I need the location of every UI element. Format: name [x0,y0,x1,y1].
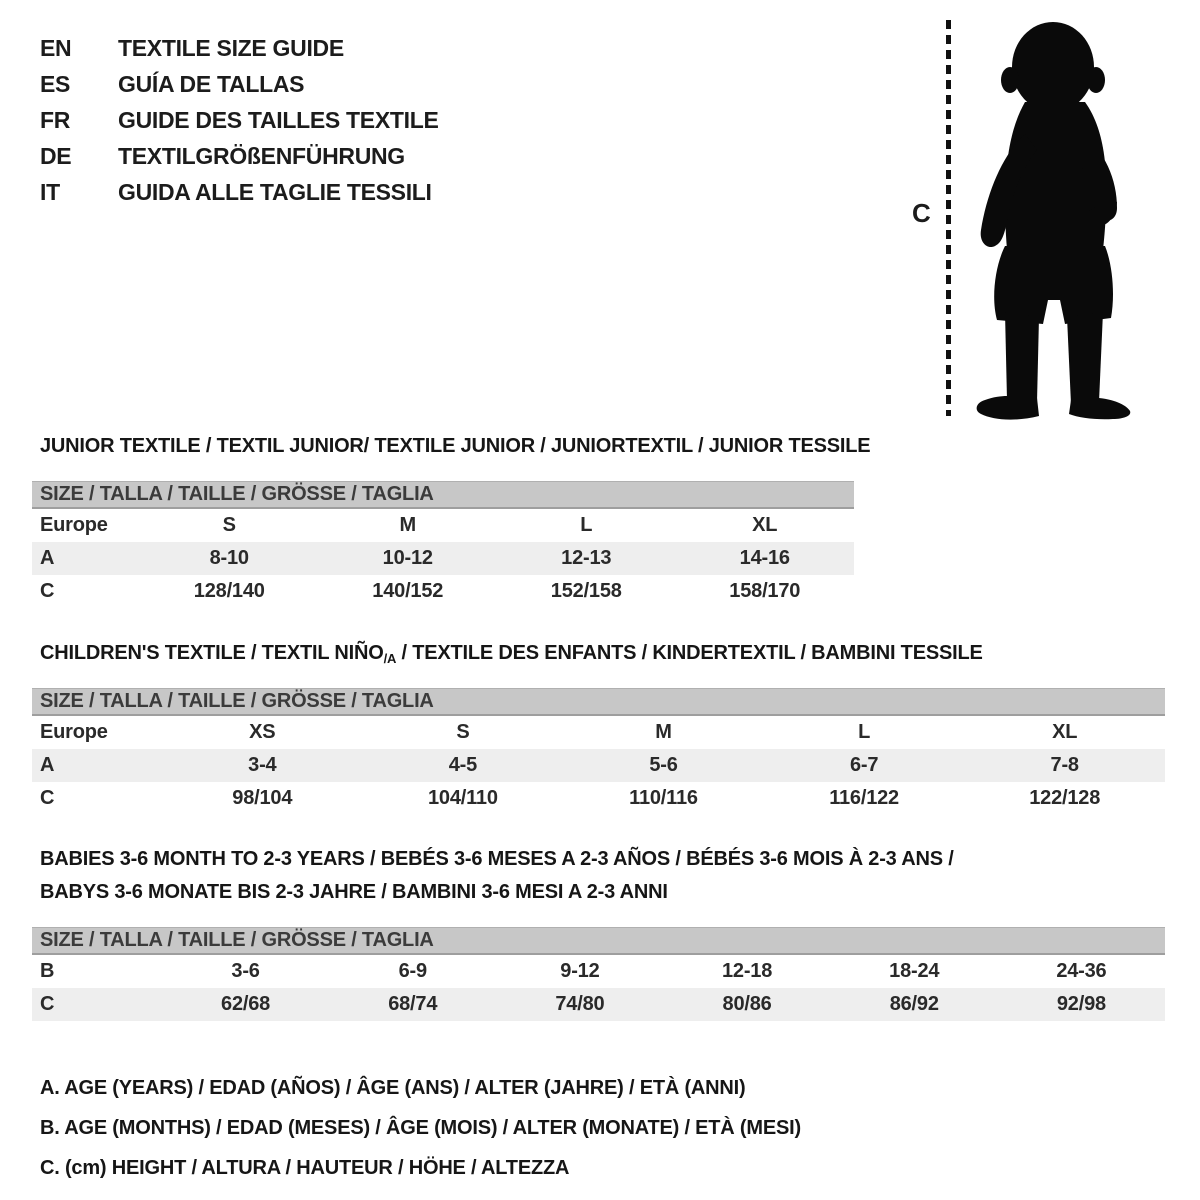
children-size-header-bar: SIZE / TALLA / TAILLE / GRÖSSE / TAGLIA [32,688,1165,716]
junior-size-header-bar: SIZE / TALLA / TAILLE / GRÖSSE / TAGLIA [32,481,854,509]
lang-code: IT [40,178,60,205]
lang-code: DE [40,142,72,169]
size-cell: S [456,721,470,743]
lang-title: GUIDA ALLE TAGLIE TESSILI [118,178,432,205]
row-label: A [40,754,55,776]
babies-section-title-line1: BABIES 3-6 MONTH TO 2-3 YEARS / BEBÉS 3-6 MESES A 2-3 AÑOS / BÉBÉS 3-6 MOIS À 2-3 ANS / [40,848,954,870]
children-title-post: / TEXTILE DES ENFANTS / KINDERTEXTIL / BAMBINI TESSILE [396,642,983,664]
size-cell: XS [249,721,276,743]
lang-title: GUÍA DE TALLAS [118,70,305,97]
babies-section-title-line2: BABYS 3-6 MONATE BIS 2-3 JAHRE / BAMBINI 3-6 MESI A 2-3 ANNI [40,881,668,903]
age-cell: 6-9 [398,960,427,982]
lang-title: TEXTILGRÖßENFÜHRUNG [118,142,405,169]
lang-row-es [40,66,439,102]
language-heading-block [40,30,439,210]
age-cell: 5-6 [649,754,678,776]
height-cell: 140/152 [372,580,444,602]
height-cell: 86/92 [889,993,939,1015]
height-cell: 98/104 [232,787,293,809]
footnote-c: C. (cm) HEIGHT / ALTURA / HAUTEUR / HÖHE / ALTEZZA [40,1156,570,1179]
age-cell: 14-16 [739,547,790,569]
babies-size-table [32,927,1165,1021]
height-cell: 152/158 [550,580,622,602]
lang-title: GUIDE DES TAILLES TEXTILE [118,106,439,133]
measure-c-label: C [912,198,931,228]
height-cell: 80/86 [722,993,772,1015]
age-cell: 18-24 [889,960,940,982]
height-cell: 116/122 [829,787,899,809]
lang-code: ES [40,70,71,97]
height-cell: 68/74 [388,993,438,1015]
height-cell: 104/110 [427,787,498,809]
row-label: B [40,960,55,982]
children-title-pre: CHILDREN'S TEXTILE / TEXTIL NIÑO [40,642,384,664]
age-cell: 9-12 [560,960,600,982]
lang-code: FR [40,106,71,133]
age-cell: 3-6 [231,960,260,982]
size-cell: M [399,514,416,536]
size-cell: L [858,721,871,743]
height-cell: 92/98 [1056,993,1106,1015]
table-row-age-years [32,542,854,575]
age-cell: 24-36 [1056,960,1107,982]
table-row-europe [32,509,854,542]
lang-row-fr [40,102,439,138]
toddler-silhouette-icon [962,12,1144,424]
row-label: Europe [40,721,108,743]
age-cell: 8-10 [209,547,249,569]
children-section-title [40,642,983,666]
age-cell: 7-8 [1050,754,1079,776]
row-label: C [40,580,55,602]
legend-footnotes [40,1068,801,1188]
children-title-sub: /A [383,651,397,666]
table-row-europe [32,716,1165,749]
row-label: C [40,993,55,1015]
height-cell: 110/116 [629,787,698,809]
table-row-height-cm [32,575,854,608]
age-cell: 12-13 [561,547,612,569]
table-row-height-cm [32,782,1165,815]
table-row-age-years [32,749,1165,782]
age-cell: 12-18 [722,960,773,982]
lang-title: TEXTILE SIZE GUIDE [118,34,344,61]
babies-size-header-bar: SIZE / TALLA / TAILLE / GRÖSSE / TAGLIA [32,927,1165,955]
children-size-table [32,688,1165,815]
size-cell: XL [752,514,778,536]
age-cell: 10-12 [382,547,433,569]
height-cell: 128/140 [193,580,265,602]
table-row-height-cm [32,988,1165,1021]
height-dashed-line [946,20,951,416]
footnote-a: A. AGE (YEARS) / EDAD (AÑOS) / ÂGE (ANS) / ALTER (JAHRE) / ETÀ (ANNI) [40,1076,746,1099]
lang-row-de [40,138,439,174]
size-cell: L [580,514,593,536]
size-cell: XL [1052,721,1078,743]
footnote-b: B. AGE (MONTHS) / EDAD (MESES) / ÂGE (MOIS) / ALTER (MONATE) / ETÀ (MESI) [40,1116,801,1139]
age-cell: 4-5 [448,754,478,776]
lang-code: EN [40,34,72,61]
lang-row-it [40,174,439,210]
height-cell: 62/68 [221,993,271,1015]
height-cell: 122/128 [1029,787,1101,809]
lang-row-en [40,30,439,66]
height-cell: 158/170 [729,580,801,602]
age-cell: 6-7 [849,754,879,776]
row-label: C [40,787,55,809]
size-cell: S [222,514,236,536]
table-row-age-months [32,955,1165,988]
height-measure-figure [900,0,1200,440]
row-label: Europe [40,514,108,536]
age-cell: 3-4 [248,754,277,776]
size-cell: M [655,721,672,743]
row-label: A [40,547,55,569]
height-cell: 74/80 [555,993,605,1015]
junior-section-title: JUNIOR TEXTILE / TEXTIL JUNIOR/ TEXTILE JUNIOR / JUNIORTEXTIL / JUNIOR TESSILE [40,435,871,457]
junior-size-table [32,481,854,608]
